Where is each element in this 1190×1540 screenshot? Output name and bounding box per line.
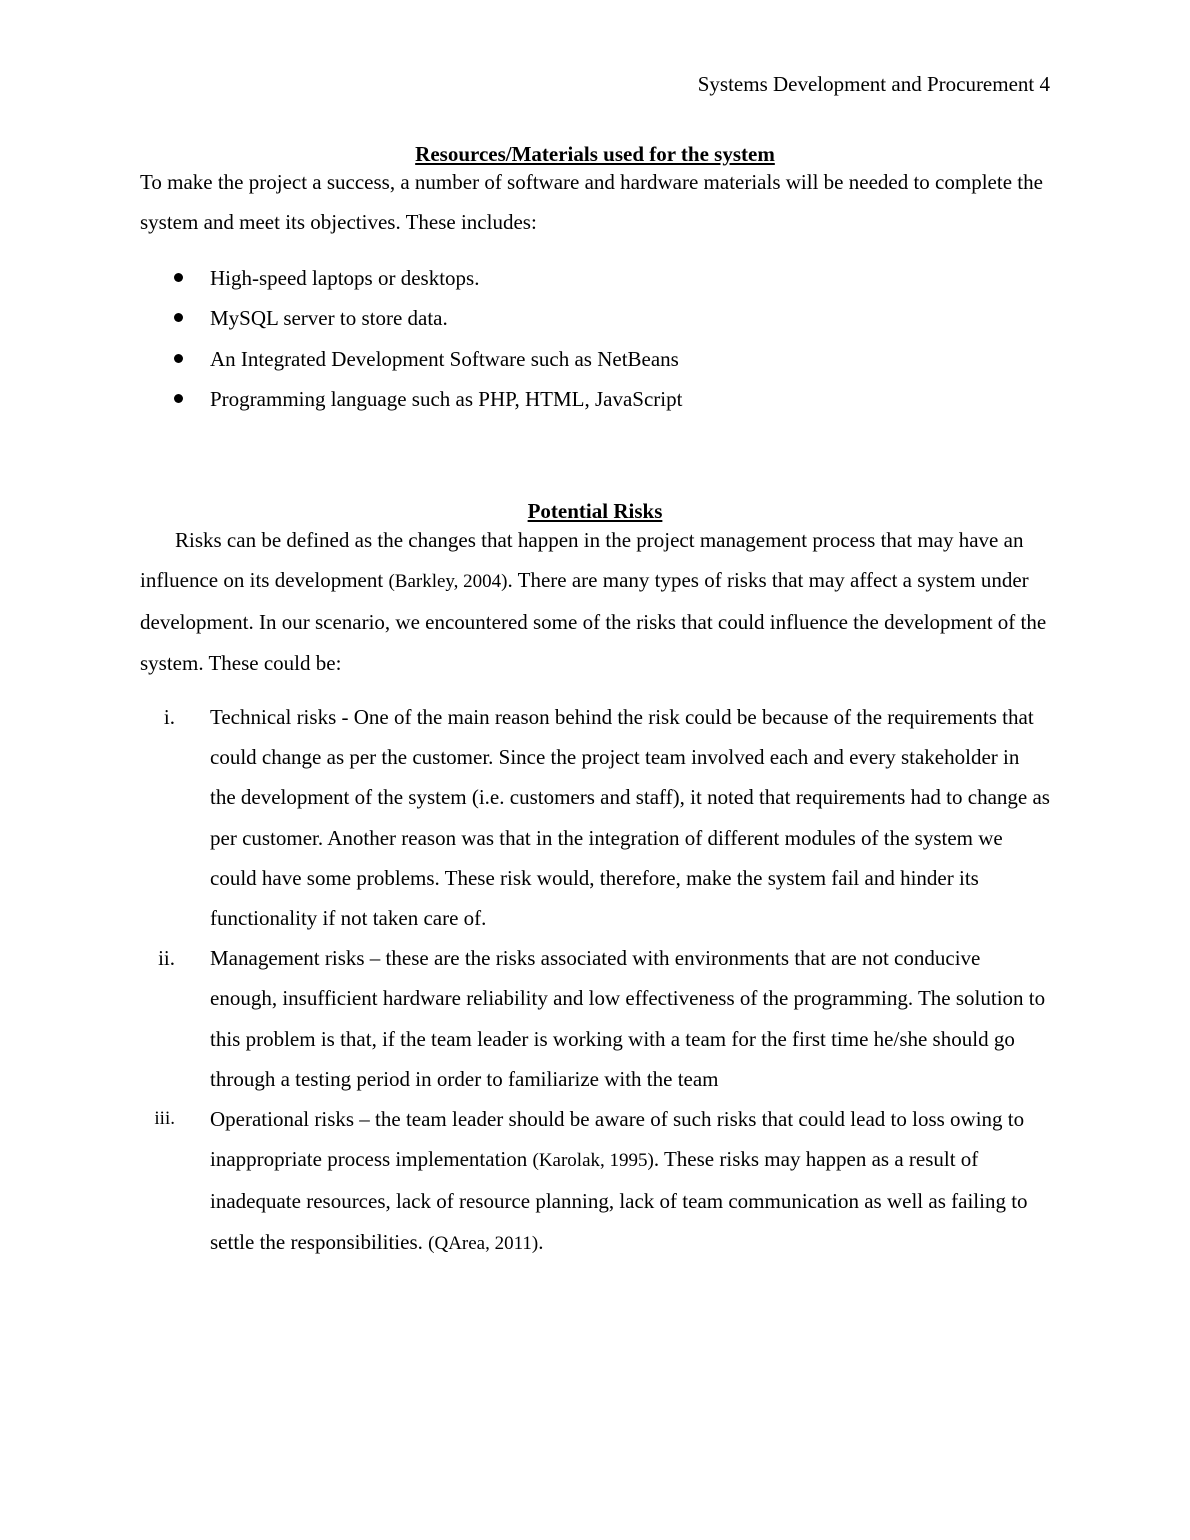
list-item (140, 304, 1050, 344)
list-item-text: An Integrated Development Software such as NetBeans (210, 346, 679, 371)
list-item (140, 345, 1050, 385)
resources-bullet-list (140, 264, 1050, 425)
risks-numbered-list (140, 697, 1050, 1264)
list-item (140, 697, 1050, 938)
list-item (140, 1099, 1050, 1264)
risks-intro-text-1: Risks can be defined as the changes that happen in the project management process that may have an influence on its development (140, 528, 1024, 593)
resources-heading: Resources/Materials used for the system (415, 142, 775, 166)
citation: (Barkley, 2004) (388, 571, 508, 593)
list-item-text: Programming language such as PHP, HTML, JavaScript (210, 386, 683, 411)
risks-intro-paragraph (140, 520, 1050, 683)
bullet-icon (174, 394, 183, 403)
list-item-text: High-speed laptops or desktops. (210, 266, 480, 290)
list-item (140, 938, 1050, 1099)
citation: (QArea, 2011) (428, 1232, 539, 1254)
bullet-icon (174, 313, 183, 322)
risks-intro-text-2: . There are many types of risks that may affect a system under development. In our scenario, we encountered some of the risks that could influence the development of the system. These could be: (140, 568, 1047, 675)
risks-heading: Potential Risks (527, 499, 663, 523)
list-item-text: Management risks – these are the risks associated with environments that are not conducive enough, insufficient hardware reliability and low effectiveness of the programming. The solution to this problem is that, if the team leader is working with a team for the first time he/she should go through a testing period in order to familiarize with the team (210, 946, 1046, 1091)
running-header: Systems Development and Procurement 4 (697, 72, 1050, 96)
list-numeral: i. (163, 705, 175, 729)
list-item-text: Technical risks - One of the main reason behind the risk could be because of the requirements that could change as per the customer. Since the project team involved each and every stakeholder in the development of the system (i.e. customers and staff), it noted that requirements had to change as per customer. Another reason was that in the integration of different modules of the system we could have some problems. These risk would, therefore, make the system fail and hinder its functionality if not taken care of. (210, 705, 1050, 931)
list-numeral: iii. (154, 1108, 175, 1130)
resources-intro-paragraph: To make the project a success, a number of software and hardware materials will be needed to complete the system and meet its objectives. These includes: (140, 170, 1043, 235)
bullet-icon (174, 354, 183, 363)
list-item (140, 264, 1050, 304)
list-item-text-3: . (538, 1229, 544, 1254)
list-item-text: MySQL server to store data. (210, 306, 448, 331)
bullet-icon (174, 273, 183, 282)
list-item-text-2: . These risks may happen as a result of inadequate resources, lack of resource planning, lack of team communication as well as failing to settle the responsibilities. (210, 1147, 1028, 1254)
list-item (140, 385, 1050, 425)
citation: (Karolak, 1995) (532, 1150, 654, 1172)
list-numeral: ii. (158, 946, 175, 971)
list-item-text-1: Operational risks – the team leader should be aware of such risks that could lead to loss owing to inappropriate process implementation (210, 1107, 1025, 1172)
